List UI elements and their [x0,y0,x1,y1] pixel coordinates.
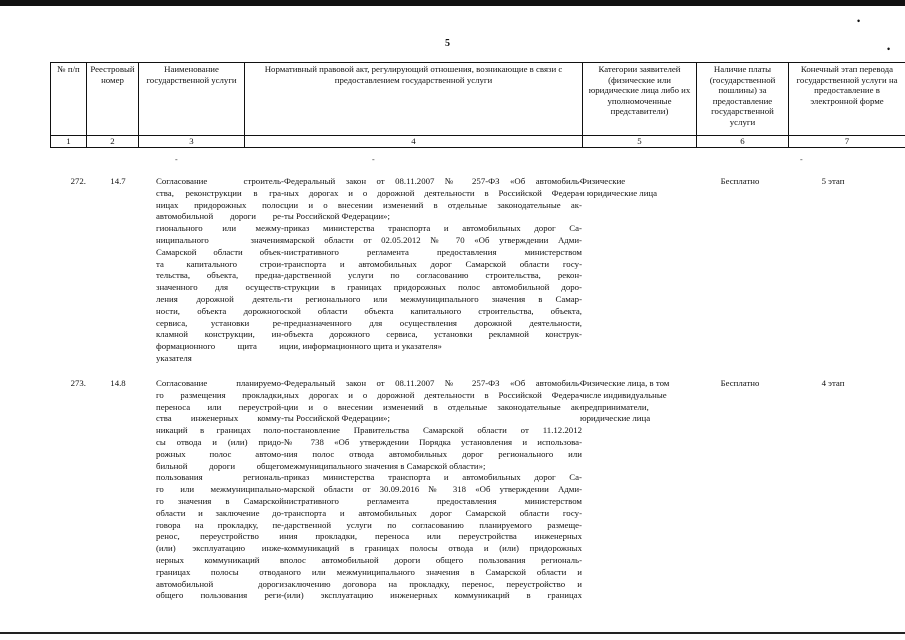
legal-act-line: транспорта и автомобильных дорог Самарской области госу- [284,258,582,269]
service-name-line: сервиса, установки ре- [156,317,284,328]
service-name-line: Согласование планируемо- [156,378,284,388]
service-name-line: ниципального значения [156,234,284,245]
legal-act-line: ного или межмуниципального значения в Самарской области и [284,566,582,577]
service-name-line: го значения в Самарской [156,495,284,506]
col-number: 7 [789,136,905,148]
scan-artifact: - [800,155,803,164]
service-name-line: ренос, переустройство и [156,531,284,542]
payment-status: Бесплатно [720,378,760,388]
legal-act-line: постановление Правительства Самарской области от 11.12.2012 [284,425,582,436]
applicant-category-line: числе индивидуальные [580,389,667,400]
service-name-line: рожных полос автомо- [156,448,284,459]
legal-act-line: межмуниципального значения в Самарской области»; [284,460,486,471]
legal-act-line: дарственной услуги по согласованию строительства, рекон- [284,270,582,281]
col-header-payment: Наличие платы (государственной пошлины) за предоставление государственной услуги [697,63,789,136]
legal-act-line: предназначенного для осуществления дорожной деятельности, [284,317,582,328]
service-name-line: кламной конструкции, ин- [156,329,284,340]
legal-act-line: (или) эксплуатацию инженерных коммуникаций в границах [284,590,582,601]
registry-number: 14.7 [110,176,126,186]
legal-act-line: нистративного регламента предоставления министерством [284,495,582,506]
final-stage: 5 этап [821,176,845,186]
legal-act-line: объекта дорожного сервиса, установки рекламной конструк- [284,329,582,340]
legal-act-line: марской области от 30.09.2016 № 318 «Об утверждении Адми- [284,484,582,495]
service-name-line: переноса или переустрой- [156,401,284,412]
col-number: 5 [583,136,697,148]
applicant-category-line: и юридические лица [580,187,658,198]
service-name-line: никаций в границах поло- [156,425,284,436]
corner-mark: • [887,44,891,54]
service-name [156,176,284,365]
service-name-line: гионального или межму- [156,223,284,234]
row-number: 273. [70,378,86,388]
service-name-line: ницах придорожных полос [156,199,284,210]
row-number: 272. [70,176,86,186]
table-row [50,378,905,610]
service-name-line: границах полосы отвода [156,566,284,577]
col-number: 3 [139,136,245,148]
legal-act-line: коммуникаций в границах полосы отвода и (или) придорожных [284,543,582,554]
legal-act-line: струкции в границах придорожных полос автомобильной доро- [284,282,582,293]
final-stage: 4 этап [821,378,845,388]
service-name-line: ности, объекта дорожного [156,305,284,316]
scan-artifact: - [372,155,375,164]
legal-act-line: марской области от 02.05.2012 № 70 «Об утверждении Адми- [284,234,582,245]
service-name-line: та капитального строи- [156,258,284,269]
col-header-final-stage: Конечный этап перевода государственной услуги на предоставление в электронной форме [789,63,905,136]
legal-act-line: ции и о внесении изменений в отдельные законодательные ак- [284,199,582,210]
service-name-line: бильной дороги общего [156,460,284,471]
legal-act-line: ных дорогах и о дорожной деятельности в Российской Федера- [284,389,582,400]
service-name-line: го или межмуниципально- [156,484,284,495]
legal-act-line: ции, информационного щита и указателя» [284,341,442,352]
applicant-category-line: Физические лица, в том [580,378,670,388]
service-name-line: автомобильной дороги [156,578,284,589]
legal-act [284,176,582,353]
col-number: 4 [245,136,583,148]
top-scan-border [0,0,905,6]
payment-status: Бесплатно [720,176,760,186]
legal-act [284,378,582,602]
header-table [50,62,905,148]
legal-act-line: приказ министерства транспорта и автомобильных дорог Са- [284,472,582,483]
service-name-line: значенного для осуществ- [156,282,284,293]
service-name-line: общего пользования реги- [156,590,284,601]
legal-act-line: ции и о внесении изменений в отдельные законодательные ак- [284,401,582,412]
applicant-category-line: предприниматели, [580,401,649,412]
service-name-line: автомобильной дороги ре- [156,211,284,222]
service-name-line: области и заключение до- [156,507,284,518]
applicant-category-line: Физические [580,176,626,186]
legal-act-line: полос автомобильной дороги общего пользования региональ- [284,554,582,565]
service-name-line: сы отвода и (или) придо- [156,436,284,447]
service-name-line: нерных коммуникаций в [156,554,284,565]
legal-act-line: заключению договора на прокладку, перенос, переустройство и [284,578,582,589]
service-name-line: (или) эксплуатацию инже- [156,543,284,554]
applicant-category-line: юридические лица [580,413,651,424]
bottom-scan-border [0,632,905,634]
col-header-registry: Реестровый номер [87,63,139,136]
col-number: 6 [697,136,789,148]
table-row [50,176,905,372]
col-header-applicants: Категории заявителей (физические или юридические лица либо их уполномоченные представители) [583,63,697,136]
legal-act-line: ской области объекта капитального строительства, объекта, [284,305,582,316]
service-name [156,378,284,602]
legal-act-line: приказ министерства транспорта и автомобильных дорог Са- [284,223,582,234]
legal-act-line: № 738 «Об утверждении Порядка установления и использова- [284,436,582,447]
col-number: 2 [87,136,139,148]
col-header-service-name: Наименование государственной услуги [139,63,245,136]
service-name-line: пользования региональ- [156,472,284,483]
legal-act-line: ных дорогах и о дорожной деятельности в Российской Федера- [284,187,582,198]
legal-act-line: Федеральный закон от 08.11.2007 № 257-ФЗ «Об автомобиль- [284,378,582,388]
corner-mark: • [857,16,861,26]
col-header-num: № п/п [51,63,87,136]
applicant-category [580,378,698,425]
legal-act-line: ты Российской Федерации»; [284,413,390,424]
service-name-line: ства, реконструкции в гра- [156,187,284,198]
page-number: 5 [445,38,450,49]
service-name-line: Согласование строитель- [156,176,284,186]
registry-number: 14.8 [110,378,126,388]
col-header-legal-act: Нормативный правовой акт, регулирующий отношения, возникающие в связи с предоставлением государственной услуги [245,63,583,136]
service-name-line: говора на прокладку, пе- [156,519,284,530]
applicant-category [580,176,698,200]
legal-act-line: транспорта и автомобильных дорог Самарской области госу- [284,507,582,518]
service-name-line: формационного щита и [156,341,284,352]
service-name-line: ления дорожной деятель- [156,293,284,304]
legal-act-line: ния прокладки, переноса или переустройства инженерных [284,531,582,542]
service-name-line: указателя [156,352,192,363]
legal-act-line: ты Российской Федерации»; [284,211,390,222]
col-number: 1 [51,136,87,148]
legal-act-line: ния полос отвода автомобильных дорог регионального или [284,448,582,459]
scan-artifact: - [175,155,178,164]
legal-act-line: Федеральный закон от 08.11.2007 № 257-ФЗ «Об автомобиль- [284,176,582,186]
legal-act-line: дарственной услуги по согласованию планируемого размеще- [284,519,582,530]
legal-act-line: ги регионального или межмуниципального значения в Самар- [284,293,582,304]
service-name-line: ства инженерных комму- [156,413,284,424]
service-name-line: го размещения прокладки, [156,389,284,400]
service-name-line: Самарской области объек- [156,246,284,257]
service-name-line: тельства, объекта, предна- [156,270,284,281]
legal-act-line: нистративного регламента предоставления министерством [284,246,582,257]
